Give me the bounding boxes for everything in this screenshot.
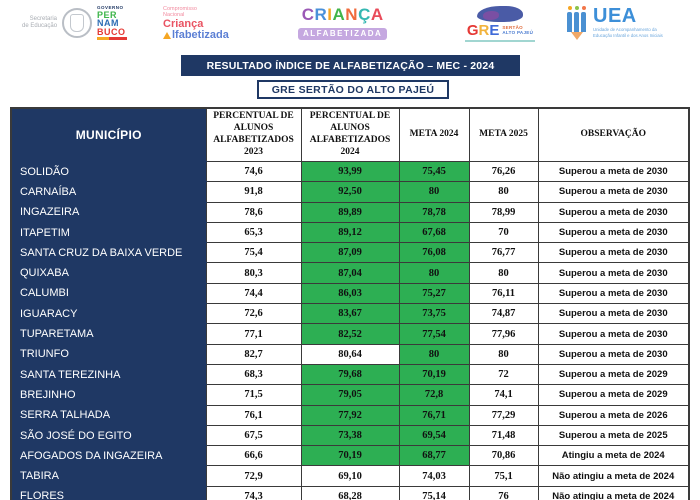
observation-cell: Não atingiu a meta de 2024	[538, 486, 689, 500]
observation-cell: Superou a meta de 2030	[538, 344, 689, 364]
meta-2025-cell: 71,48	[469, 425, 538, 445]
crianca-letter: I	[327, 5, 333, 24]
meta-2024-cell: 75,45	[399, 162, 469, 182]
municipality-cell: SANTA TEREZINHA	[11, 364, 206, 384]
meta-2025-cell: 78,99	[469, 202, 538, 222]
percentual-2023-cell: 82,7	[206, 344, 301, 364]
percentual-2023-cell: 76,1	[206, 405, 301, 425]
observation-cell: Não atingiu a meta de 2024	[538, 466, 689, 486]
crianca-alfabetizada-logo	[298, 6, 387, 41]
meta-2024-cell: 80	[399, 182, 469, 202]
percentual-2024-cell: 80,64	[301, 344, 399, 364]
percentual-2023-cell: 72,9	[206, 466, 301, 486]
percentual-2024-cell: 92,50	[301, 182, 399, 202]
percentual-2024-cell: 79,68	[301, 364, 399, 384]
table-row	[11, 425, 689, 445]
table-header	[11, 108, 689, 162]
compromisso-small-text-2: Nacional	[163, 12, 185, 19]
uea-logo	[567, 6, 671, 40]
meta-2024-cell: 70,19	[399, 364, 469, 384]
meta-2024-cell: 78,78	[399, 202, 469, 222]
observation-cell: Superou a meta de 2030	[538, 222, 689, 242]
meta-2025-cell: 75,1	[469, 466, 538, 486]
region-map-icon	[477, 6, 523, 22]
meta-2025-cell: 74,87	[469, 304, 538, 324]
meta-2024-cell: 80	[399, 344, 469, 364]
crianca-word	[298, 6, 387, 23]
municipality-cell: INGAZEIRA	[11, 202, 206, 222]
percentual-2024-cell: 93,99	[301, 162, 399, 182]
observation-cell: Atingiu a meta de 2024	[538, 446, 689, 466]
meta-2025-cell: 80	[469, 263, 538, 283]
meta-2025-cell: 72	[469, 364, 538, 384]
percentual-2023-cell: 91,8	[206, 182, 301, 202]
table-body	[11, 162, 689, 500]
percentual-2023-cell: 74,3	[206, 486, 301, 500]
observation-cell: Superou a meta de 2025	[538, 425, 689, 445]
municipality-cell: CALUMBI	[11, 283, 206, 303]
percentual-2023-cell: 68,3	[206, 364, 301, 384]
header-meta-2025: META 2025	[469, 108, 538, 162]
uea-wordmark: UEA	[593, 5, 637, 27]
percentual-2024-cell: 86,03	[301, 283, 399, 303]
table-row	[11, 162, 689, 182]
municipality-cell: SOLIDÃO	[11, 162, 206, 182]
header-percentual-2024: PERCENTUAL DE ALUNOS ALFABETIZADOS 2024	[301, 108, 399, 162]
observation-cell: Superou a meta de 2030	[538, 283, 689, 303]
percentual-2024-cell: 73,38	[301, 425, 399, 445]
meta-2024-cell: 77,54	[399, 324, 469, 344]
table-row	[11, 263, 689, 283]
gre-region-text: SERTÃO ALTO PAJEÚ	[502, 24, 534, 35]
meta-2024-cell: 75,14	[399, 486, 469, 500]
meta-2024-cell: 67,68	[399, 222, 469, 242]
percentual-2024-cell: 77,92	[301, 405, 399, 425]
municipality-cell: TUPARETAMA	[11, 324, 206, 344]
table-row	[11, 304, 689, 324]
percentual-2023-cell: 72,6	[206, 304, 301, 324]
percentual-2023-cell: 67,5	[206, 425, 301, 445]
observation-cell: Superou a meta de 2030	[538, 202, 689, 222]
gre-caption-strip	[465, 40, 535, 42]
observation-cell: Superou a meta de 2029	[538, 364, 689, 384]
compromisso-crianca-text: Criança	[163, 17, 204, 30]
percentual-2023-cell: 74,4	[206, 283, 301, 303]
meta-2024-cell: 68,77	[399, 446, 469, 466]
municipality-cell: TABIRA	[11, 466, 206, 486]
crianca-letter: C	[301, 5, 315, 24]
pencil-icon	[163, 32, 171, 39]
table-row	[11, 405, 689, 425]
observation-cell: Superou a meta de 2030	[538, 243, 689, 263]
percentual-2024-cell: 70,19	[301, 446, 399, 466]
meta-2025-cell: 74,1	[469, 385, 538, 405]
municipality-cell: CARNAÍBA	[11, 182, 206, 202]
header-municipio: MUNICÍPIO	[11, 108, 206, 162]
percentual-2024-cell: 69,10	[301, 466, 399, 486]
percentual-2024-cell: 87,04	[301, 263, 399, 283]
header-meta-2024: META 2024	[399, 108, 469, 162]
percentual-2024-cell: 89,12	[301, 222, 399, 242]
percentual-2024-cell: 82,52	[301, 324, 399, 344]
percentual-2023-cell: 75,4	[206, 243, 301, 263]
municipality-cell: SÃO JOSÉ DO EGITO	[11, 425, 206, 445]
percentual-2023-cell: 80,3	[206, 263, 301, 283]
gov-word-per: PER	[97, 9, 118, 20]
percentual-2024-cell: 79,05	[301, 385, 399, 405]
table-row	[11, 324, 689, 344]
logo-strip	[0, 0, 700, 54]
gov-word-buco: BUCO	[97, 26, 126, 37]
pernambuco-crest-icon	[62, 8, 92, 38]
meta-2025-cell: 76,77	[469, 243, 538, 263]
percentual-2023-cell: 66,6	[206, 446, 301, 466]
percentual-2024-cell: 89,89	[301, 202, 399, 222]
gov-word-nam: NAM	[97, 18, 120, 29]
municipality-cell: AFOGADOS DA INGAZEIRA	[11, 446, 206, 466]
table-row	[11, 344, 689, 364]
governo-pernambuco-logo	[22, 6, 127, 40]
table-row	[11, 486, 689, 500]
municipality-cell: SERRA TALHADA	[11, 405, 206, 425]
municipality-cell: IGUARACY	[11, 304, 206, 324]
percentual-2023-cell: 74,6	[206, 162, 301, 182]
meta-2025-cell: 76,11	[469, 283, 538, 303]
header-observacao: OBSERVAÇÃO	[538, 108, 689, 162]
municipality-cell: BREJINHO	[11, 385, 206, 405]
observation-cell: Superou a meta de 2030	[538, 304, 689, 324]
table-row	[11, 243, 689, 263]
municipality-cell: SANTA CRUZ DA BAIXA VERDE	[11, 243, 206, 263]
percentual-2023-cell: 71,5	[206, 385, 301, 405]
meta-2025-cell: 76,26	[469, 162, 538, 182]
percentual-2024-cell: 68,28	[301, 486, 399, 500]
meta-2025-cell: 77,29	[469, 405, 538, 425]
percentual-2023-cell: 65,3	[206, 222, 301, 242]
table-row	[11, 364, 689, 384]
gre-wordmark: GRE	[466, 22, 500, 39]
meta-2024-cell: 74,03	[399, 466, 469, 486]
table-row	[11, 182, 689, 202]
crianca-letter: N	[345, 5, 359, 24]
uea-subtitle: Unidade de Acompanhamento da Educação Infantil e dos Anos Iniciais	[593, 27, 663, 38]
municipality-cell: TRIUNFO	[11, 344, 206, 364]
municipality-cell: QUIXABA	[11, 263, 206, 283]
observation-cell: Superou a meta de 2029	[538, 385, 689, 405]
pencil-bars-icon	[567, 6, 589, 40]
observation-cell: Superou a meta de 2030	[538, 263, 689, 283]
compromisso-small-text-1: Compromisso	[163, 6, 197, 12]
crianca-letter: A	[332, 5, 346, 24]
meta-2024-cell: 73,75	[399, 304, 469, 324]
meta-2025-cell: 77,96	[469, 324, 538, 344]
table-row	[11, 222, 689, 242]
gre-subtitle-banner: GRE SERTÃO DO ALTO PAJEÚ	[257, 80, 449, 99]
compromisso-crianca-alfabetizada-logo	[163, 6, 229, 42]
governo-wordmark: GOVERNO PER NAM BUCO	[97, 6, 127, 40]
meta-2025-cell: 80	[469, 344, 538, 364]
crianca-letter: A	[370, 5, 384, 24]
meta-2025-cell: 76	[469, 486, 538, 500]
meta-2024-cell: 72,8	[399, 385, 469, 405]
observation-cell: Superou a meta de 2030	[538, 162, 689, 182]
observation-cell: Superou a meta de 2030	[538, 324, 689, 344]
table-row	[11, 283, 689, 303]
percentual-2023-cell: 77,1	[206, 324, 301, 344]
percentual-2024-cell: 83,67	[301, 304, 399, 324]
percentual-2023-cell: 78,6	[206, 202, 301, 222]
alfabetizada-pill: ALFABETIZADA	[298, 28, 387, 40]
header-percentual-2023: PERCENTUAL DE ALUNOS ALFABETIZADOS 2023	[206, 108, 301, 162]
compromisso-alfabetizada-text: lfabetizada	[163, 30, 229, 42]
meta-2024-cell: 69,54	[399, 425, 469, 445]
crianca-letter: R	[314, 5, 328, 24]
observation-cell: Superou a meta de 2030	[538, 182, 689, 202]
secretaria-educacao-label: Secretaria de Educação	[22, 15, 58, 30]
observation-cell: Superou a meta de 2026	[538, 405, 689, 425]
meta-2024-cell: 75,27	[399, 283, 469, 303]
table-row	[11, 466, 689, 486]
gre-sertao-alto-pajeu-logo	[445, 6, 555, 42]
municipality-cell: FLORES	[11, 486, 206, 500]
gov-color-bar	[97, 37, 127, 40]
crianca-letter: Ç	[358, 5, 371, 24]
table-row	[11, 385, 689, 405]
meta-2025-cell: 80	[469, 182, 538, 202]
meta-2024-cell: 76,08	[399, 243, 469, 263]
results-table	[10, 107, 690, 500]
meta-2025-cell: 70	[469, 222, 538, 242]
meta-2025-cell: 70,86	[469, 446, 538, 466]
percentual-2024-cell: 87,09	[301, 243, 399, 263]
page-title: RESULTADO ÍNDICE DE ALFABETIZAÇÃO – MEC - 2024	[181, 55, 520, 76]
meta-2024-cell: 76,71	[399, 405, 469, 425]
municipality-cell: ITAPETIM	[11, 222, 206, 242]
meta-2024-cell: 80	[399, 263, 469, 283]
table-row	[11, 446, 689, 466]
table-row	[11, 202, 689, 222]
